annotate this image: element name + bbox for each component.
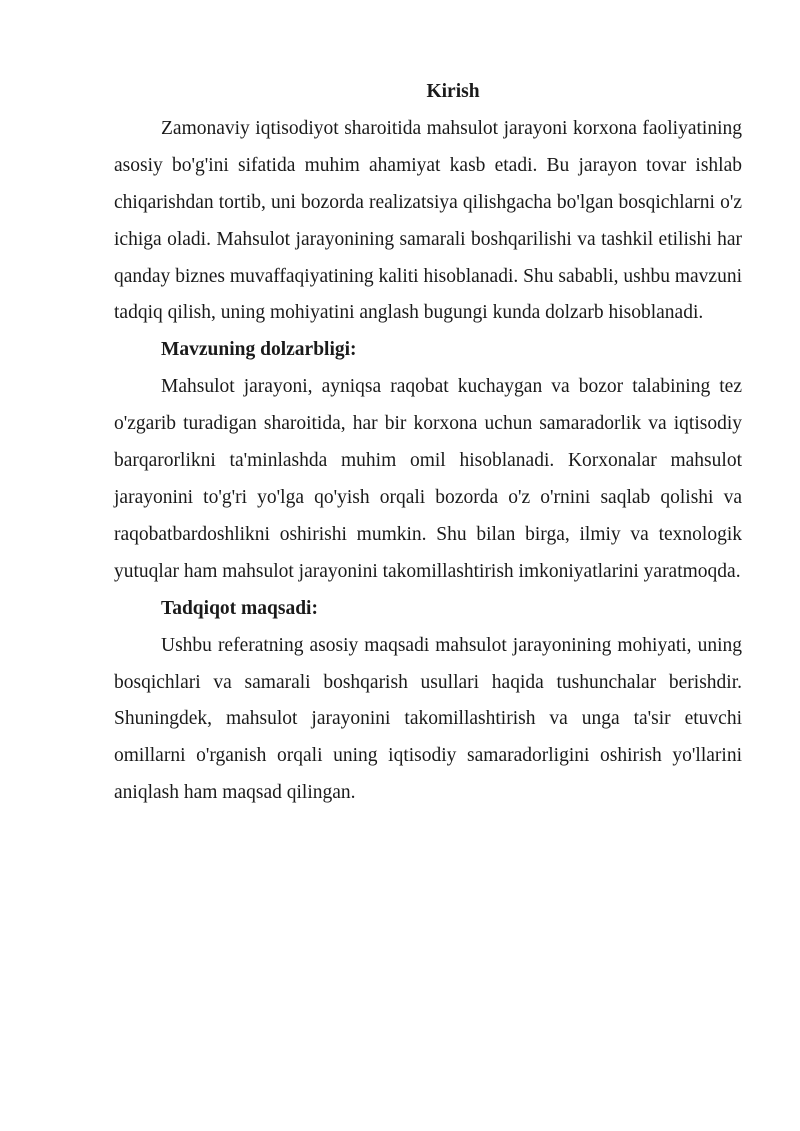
intro-paragraph: Zamonaviy iqtisodiyot sharoitida mahsulot jarayoni korxona faoliyatining asosiy bo'g'ini sifatida muhim ahamiyat kasb etadi. Bu jarayon tovar ishlab chiqarishdan tortib, uni bozorda realizatsiya qilishgacha bo'lgan bosqichlarni o'z ichiga oladi. Mahsulot jarayonining samarali boshqarilishi va tashkil etilishi har qanday biznes muvaffaqiyatining kaliti hisoblanadi. Shu sababli, ushbu mavzuni tadqiq qilish, uning mohiyatini anglash bugungi kunda dolzarb hisoblanadi. bbox=[114, 117, 742, 324]
goal-paragraph: Ushbu referatning asosiy maqsadi mahsulot jarayonining mohiyati, uning bosqichlari va samarali boshqarish usullari haqida tushunchalar berishdir. Shuningdek, mahsulot jarayonini takomillashtirish va unga ta'sir etuvchi omillarni o'rganish orqali uning iqtisodiy samaradorligini oshirish yo'llarini aniqlash ham maqsad qilingan. bbox=[114, 634, 742, 804]
relevance-paragraph: Mahsulot jarayoni, ayniqsa raqobat kuchaygan va bozor talabining tez o'zgarib turadigan sharoitida, har bir korxona uchun samaradorlik va iqtisodiy barqarorlikni ta'minlashda muhim omil hisoblanadi. Korxonalar mahsulot jarayonini to'g'ri yo'lga qo'yish orqali bozorda o'z o'rnini saqlab qolishi va raqobatbardoshlikni oshirishi mumkin. Shu bilan birga, ilmiy va texnologik yutuqlar ham mahsulot jarayonini takomillashtirish imkoniyatlarini yaratmoqda. bbox=[114, 376, 742, 582]
document-body bbox=[114, 74, 742, 812]
document-title: Kirish bbox=[426, 81, 480, 102]
section-heading-goal: Tadqiqot maqsadi: bbox=[161, 597, 318, 619]
section-heading-relevance: Mavzuning dolzarbligi: bbox=[161, 339, 357, 361]
